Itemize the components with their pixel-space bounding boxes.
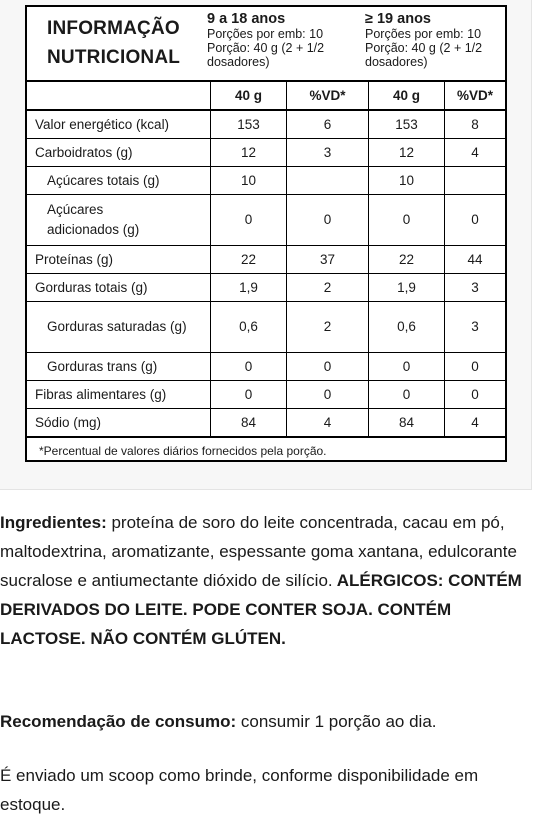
- value-cell: 153: [211, 110, 287, 139]
- table-row: [27, 409, 505, 438]
- value-cell: 12: [369, 139, 445, 167]
- value-cell: 0: [211, 353, 287, 381]
- value-cell: 1,9: [211, 274, 287, 302]
- value-cell: 84: [369, 409, 445, 438]
- group-9-18: [207, 11, 324, 69]
- ingredients-label: Ingredientes:: [0, 513, 107, 532]
- value-cell: 3: [445, 302, 506, 353]
- value-cell: 22: [211, 246, 287, 274]
- value-cell: 10: [369, 167, 445, 195]
- title-line-2: NUTRICIONAL: [47, 47, 181, 68]
- value-cell: [445, 167, 506, 195]
- group-age: 9 a 18 anos: [207, 11, 286, 27]
- value-cell: 22: [369, 246, 445, 274]
- nutrient-name: Açúcares totais (g): [27, 167, 211, 195]
- nutrient-name: Sódio (mg): [27, 409, 211, 438]
- value-cell: 0: [287, 381, 369, 409]
- group-portion-size: Porção: 40 g (2 + 1/2: [365, 41, 483, 55]
- header-vd-b: %VD*: [445, 81, 506, 110]
- nutrition-facts-table: [25, 5, 507, 462]
- group-portion-size-cont: dosadores): [207, 55, 270, 69]
- table-row: [27, 139, 505, 167]
- value-cell: 12: [211, 139, 287, 167]
- table-row: [27, 381, 505, 409]
- value-cell: 8: [445, 110, 506, 139]
- group-portions: Porções por emb: 10: [365, 27, 482, 41]
- value-cell: 0: [445, 195, 506, 246]
- table-header: [27, 7, 505, 80]
- value-cell: 84: [211, 409, 287, 438]
- nutrient-table: [27, 80, 505, 464]
- allergens-text: ALÉRGICOS: CONTÉM DERIVADOS DO LEITE. PODE CONTER SOJA. CONTÉM LACTOSE. NÃO CONTÉM GLÚTEN.: [0, 571, 522, 648]
- value-cell: 10: [211, 167, 287, 195]
- nutrient-name: Gorduras trans (g): [27, 353, 211, 381]
- table-title: [47, 14, 180, 72]
- value-cell: 0: [211, 195, 287, 246]
- header-vd-a: %VD*: [287, 81, 369, 110]
- shipping-note: É enviado um scoop como brinde, conforme disponibilidade em estoque.: [0, 766, 479, 814]
- table-row: [27, 167, 505, 195]
- ingredients-text: proteína de soro do leite concentrada, cacau em pó, maltodextrina, aromatizante, espessante goma xantana, edulcorante sucralose e antiumectante dióxido de silício.: [0, 513, 517, 590]
- value-cell: 0: [287, 195, 369, 246]
- nutrient-name: Açúcares adicionados (g): [27, 195, 211, 246]
- recommendation-label: Recomendação de consumo:: [0, 712, 237, 731]
- value-cell: 3: [445, 274, 506, 302]
- value-cell: 4: [445, 139, 506, 167]
- value-cell: 37: [287, 246, 369, 274]
- footnote: *Percentual de valores diários fornecidos pela porção.: [27, 437, 505, 464]
- value-cell: 0: [287, 353, 369, 381]
- title-line-1: INFORMAÇÃO: [47, 18, 180, 39]
- column-header-row: [27, 81, 505, 110]
- value-cell: 0: [445, 381, 506, 409]
- table-row: [27, 110, 505, 139]
- nutrient-name: Gorduras totais (g): [27, 274, 211, 302]
- group-age: ≥ 19 anos: [365, 11, 431, 27]
- value-cell: 2: [287, 274, 369, 302]
- nutrient-name: Fibras alimentares (g): [27, 381, 211, 409]
- nutrient-name: Gorduras saturadas (g): [27, 302, 211, 353]
- group-19-plus: [365, 11, 482, 69]
- value-cell: 0,6: [369, 302, 445, 353]
- value-cell: 4: [287, 409, 369, 438]
- table-row: [27, 353, 505, 381]
- group-portion-size-cont: dosadores): [365, 55, 428, 69]
- group-portion-size: Porção: 40 g (2 + 1/2: [207, 41, 325, 55]
- footnote-row: [27, 437, 505, 464]
- value-cell: 1,9: [369, 274, 445, 302]
- value-cell: 6: [287, 110, 369, 139]
- value-cell: 0,6: [211, 302, 287, 353]
- table-row: [27, 274, 505, 302]
- value-cell: [287, 167, 369, 195]
- value-cell: 0: [445, 353, 506, 381]
- header-40g-a: 40 g: [211, 81, 287, 110]
- value-cell: 44: [445, 246, 506, 274]
- table-row: [27, 195, 505, 246]
- nutrient-name: Proteínas (g): [27, 246, 211, 274]
- header-40g-b: 40 g: [369, 81, 445, 110]
- value-cell: 0: [369, 195, 445, 246]
- recommendation-paragraph: [0, 707, 531, 736]
- table-row: [27, 302, 505, 353]
- table-row: [27, 246, 505, 274]
- value-cell: 4: [445, 409, 506, 438]
- nutrient-name: Carboidratos (g): [27, 139, 211, 167]
- group-portions: Porções por emb: 10: [207, 27, 324, 41]
- recommendation-text: consumir 1 porção ao dia.: [236, 712, 437, 731]
- value-cell: 0: [211, 381, 287, 409]
- header-blank: [27, 81, 211, 110]
- value-cell: 2: [287, 302, 369, 353]
- value-cell: 3: [287, 139, 369, 167]
- value-cell: 0: [369, 381, 445, 409]
- value-cell: 0: [369, 353, 445, 381]
- ingredients-paragraph: [0, 508, 531, 653]
- value-cell: 153: [369, 110, 445, 139]
- nutrient-name: Valor energético (kcal): [27, 110, 211, 139]
